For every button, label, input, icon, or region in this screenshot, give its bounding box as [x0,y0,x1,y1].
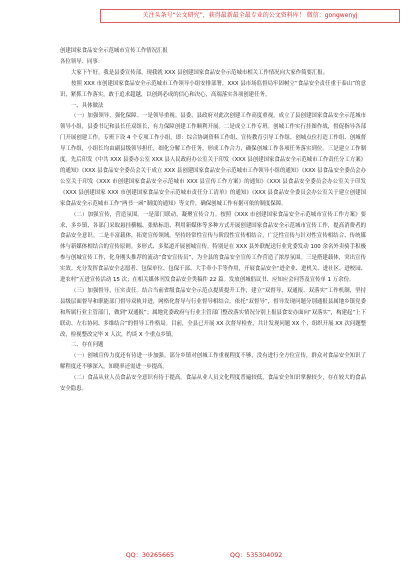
paragraph-supervision: （三）加强督导，压实责任。结合当前省级食品安全示范点提质提升工作，建立“双督导、双通报、双落实”工作机制，坚持县级层面督导和职能部门督导双轨并进，网格化督导与行业督导相结合。依托“双督导”，督导发现问题分别通报县属地乡镇党委和所属行业主管部门，做到“双通报”；属地党委政府与行业主管部门整改落实情况分别上报县食安办面向“双落实”，构建起“上下联动、左右协同、多维结合”的督导工作格局。目前，全县已开展 XX 次督导检查，共计发现问题 XX 个，组织开展 XX 次问题整改，检视整改完毕 X 人次，约谈 X 个重点乡镇。 [60,287,366,338]
qq-contact: QQ：30265665 [125,552,174,559]
paragraph-publicity: （二）加强宣传，营造氛围。一是部门联动，凝聚宣传合力。按照《XXX 市创建国家食品安全示范城市宣传工作方案》要求，多乡镇、各部门采取悬挂横幅、张贴标语、利用新媒体等多种方式开展创建国家食品安全示范城市宣传工作，提高消费者的食品安全意识。二是丰富载体，拓宽宣传领域。坚持经常性宣传与阶段性宣传相结合，广泛性宣传与针对性宣传相结合、传统媒体与新媒体相结合的宣传原则。多形式、多渠道开展创城宣传。特别是在 XXX 县外联配送行业党委发动 100 余名外卖骑手积极参与创城宣传工作，化身刚头推荐的流动“食安宣传员”，为全县的食品安全宣传工作营造了浓厚氛围。三是搭建载体，突出宣传实效。充分发挥食品安全志愿者、包保单位、包保干部、大手牵小手等作用，开展食品安全“进企业、进机关、进社区、进校园、进农村”五进宣传活动 15 次；在相关媒体刊发食品安全类稿件 22 篇。发放创城倡议书、应知应会问答及宣传单 1 万余份。 [60,211,366,284]
report-body [60,46,366,395]
salutation: 各位领导、同事： [60,58,104,65]
paragraph-leadership: （一）加强领导，强化保障。一是领导重视。县委、县政府对此次创建工作高度重视，成立了县创建国家食品安全示范城市领导小组，县委书记和县长任双组长，有力保障创建工作顺利开展。二是成立工作专班。创城工作实行挂图作战，督促指导各部门开展创建工作。专班下设 4 个专项工作小组，即：综合协调资料工作组、宣传教育引导工作组、创城点位打造工作组、创城督导工作组，小组长均由副县级领导担任，细化分解工作任务，形成工作合力，确保创城工作各项任务落实到位。三是建立工作制度。先后印发《中共 XXX 县委办公室 XXX 县人民政府办公室关于印发《XXX 县创建国家食品安全示范城市工作责任分工方案》的通知》《XXX 县食品安全委员会关于成立 XXX 县创建国家食品安全示范城市工作领导小组的通知》《XXX 县食品安全委员会办公室关于印发《XXX 市创建国家食品安全示范城市 XXX 县宣传工作方案》的通知》《XXX 县食品安全委员会办公室关于印发《XXX 县创建国家 XXX 市创建国家食品安全示范城市责任分工清单》的通知》《XXX 县食品安全委员会办公室关于建立创建国家食品安全示范城市工作“两书一函”制度的通知》等文件，确保创城工作有据可依的制度保障。 [60,113,366,207]
qq-group-contact: QQ：535304092 [229,552,283,559]
section-heading-practices: 一、具体做法 [71,102,104,109]
report-title: 创建国家食品安全示范城市宣传工作情况汇报 [60,48,168,54]
section-heading-problems: 二、存在问题 [71,342,104,349]
paragraph-intro: 大家下午好。我是县委宣传部，现我就 XXX 县创建国家食品安全示范城市相关工作情况向大家作简要汇报。 [71,69,329,76]
contact-footer [0,548,408,564]
paragraph-problem-2: （二）食品从业人员食品安全意识有待于提高。食品从业人员文化程度普遍较低，食品安全知识掌握较少，存在较大的食品安全隐患。 [60,375,366,393]
paragraph-overview: 按照 XXX 市创建国家食品安全示范城市工作领导小组安排部署，XXX 县市场监督局牢固树立“食品安全责任重于泰山”的意识，紧抓工作落实，敢于追求超越，以创到必成的信心和决心，高端落实各项创建任务。 [60,80,366,98]
promo-banner: 关注头条号“公文研究”，获得最新最全最专业的公文资料库！ 微信：gongwenyj [100,9,400,23]
paragraph-problem-1: （一）创城宣传力度还有待进一步加强。部分乡镇对创城工作重视程度不够，没有进行全方位宣传，群众对食品安全知识了解程度还不够深入，知晓率还需进一步提高。 [60,353,366,371]
